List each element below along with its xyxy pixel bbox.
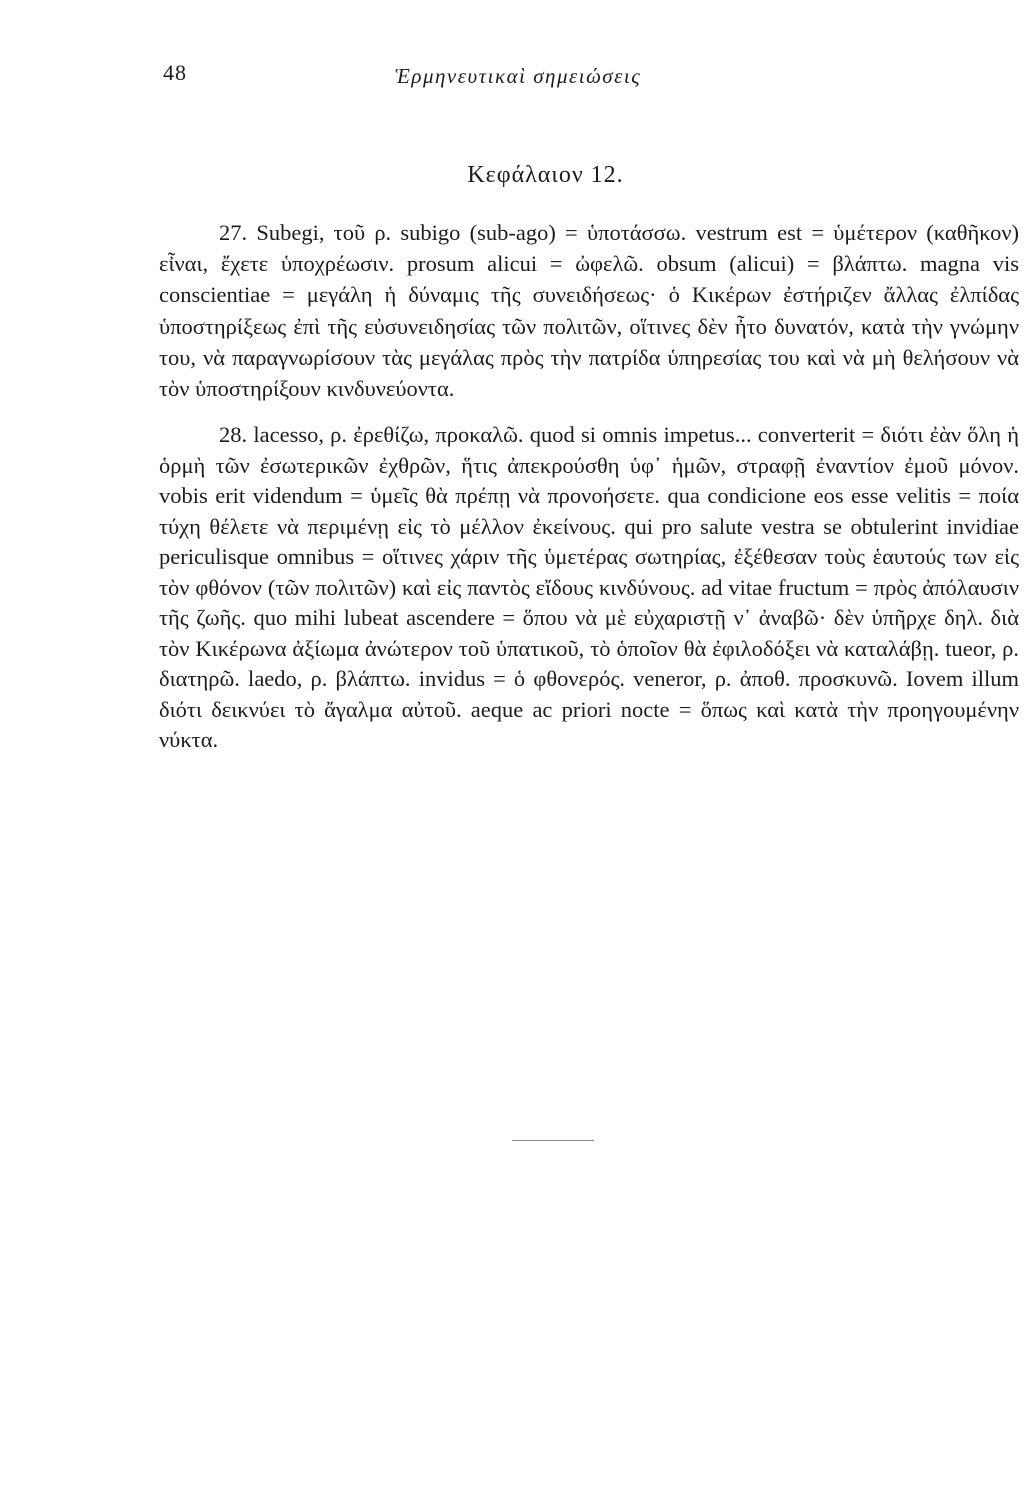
paragraph-27: 27. Subegi, τοῦ ρ. subigo (sub-ago) = ὑποτάσσω. vestrum est = ὑμέτερον (καθῆκον) εἶναι, ἔχετε ὑποχρέωσιν. prosum alicui = ὠφελῶ. obsum (alicui) = βλάπτω. magna vis conscientiae = μεγάλη ἡ δύναμις τῆς συνειδήσεως· ὁ Κικέρων ἐστήριζεν ἄλλας ἐλπίδας ὑποστηρίξεως ἐπὶ τῆς εὐσυνειδησίας τῶν πολιτῶν, οἵτινες δὲν ἦτο δυνατόν, κατὰ τὴν γνώμην του, νὰ παραγνωρίσουν τὰς μεγάλας πρὸς τὴν πατρίδα ὑπηρεσίας του καὶ νὰ μὴ θελήσουν νὰ τὸν ὑποστηρίξουν κινδυνεύοντα.	[159, 220, 1019, 402]
section-divider	[512, 1140, 594, 1141]
paragraph-28: 28. lacesso, ρ. ἐρεθίζω, προκαλῶ. quod si omnis impetus... converterit = διότι ἐὰν ὅλη ἡ ὁρμὴ τῶν ἐσωτερικῶν ἐχθρῶν, ἥτις ἀπεκρούσθη ὑφ᾽ ἡμῶν, στραφῇ ἐναντίον ἐμοῦ μόνον. vobis erit videndum = ὑμεῖς θὰ πρέπῃ νὰ προνοήσετε. qua condicione eos esse velitis = ποία τύχη θέλετε νὰ περιμένῃ εἰς τὸ μέλλον ἐκείνους. qui pro salute vestra se obtulerint invidiae periculisque omnibus = οἵτινες χάριν τῆς ὑμετέρας σωτηρίας, ἐξέθεσαν τοὺς ἑαυτούς των εἰς τὸν φθόνον (τῶν πολιτῶν) καὶ εἰς παντὸς εἴδους κινδύνους. ad vitae fructum = πρὸς ἀπόλαυσιν τῆς ζωῆς. quo mihi lubeat ascendere = ὅπου νὰ μὲ εὐχαριστῇ ν᾽ ἀναβῶ· δὲν ὑπῆρχε δηλ. διὰ τὸν Κικέρωνα ἀξίωμα ἀνώτερον τοῦ ὑπατικοῦ, τὸ ὁποῖον θὰ ἐφιλοδόξει νὰ καταλάβῃ. tueor, ρ. διατηρῶ. laedo, ρ. βλάπτω. invidus = ὁ φθονερός. veneror, ρ. ἀποθ. προσκυνῶ. Iovem illum διότι δεικνύει τὸ ἄγαλμα αὐτοῦ. aeque ac priori nocte = ὅπως καὶ κατὰ τὴν προηγουμένην νύκτα.	[159, 422, 1019, 753]
body-text	[159, 217, 1019, 756]
running-head	[163, 60, 813, 100]
page-number: 48	[163, 60, 187, 85]
chapter-title: Κεφάλαιον 12.	[467, 162, 624, 188]
running-title: Ἑρμηνευτικαὶ σημειώσεις	[395, 64, 642, 88]
